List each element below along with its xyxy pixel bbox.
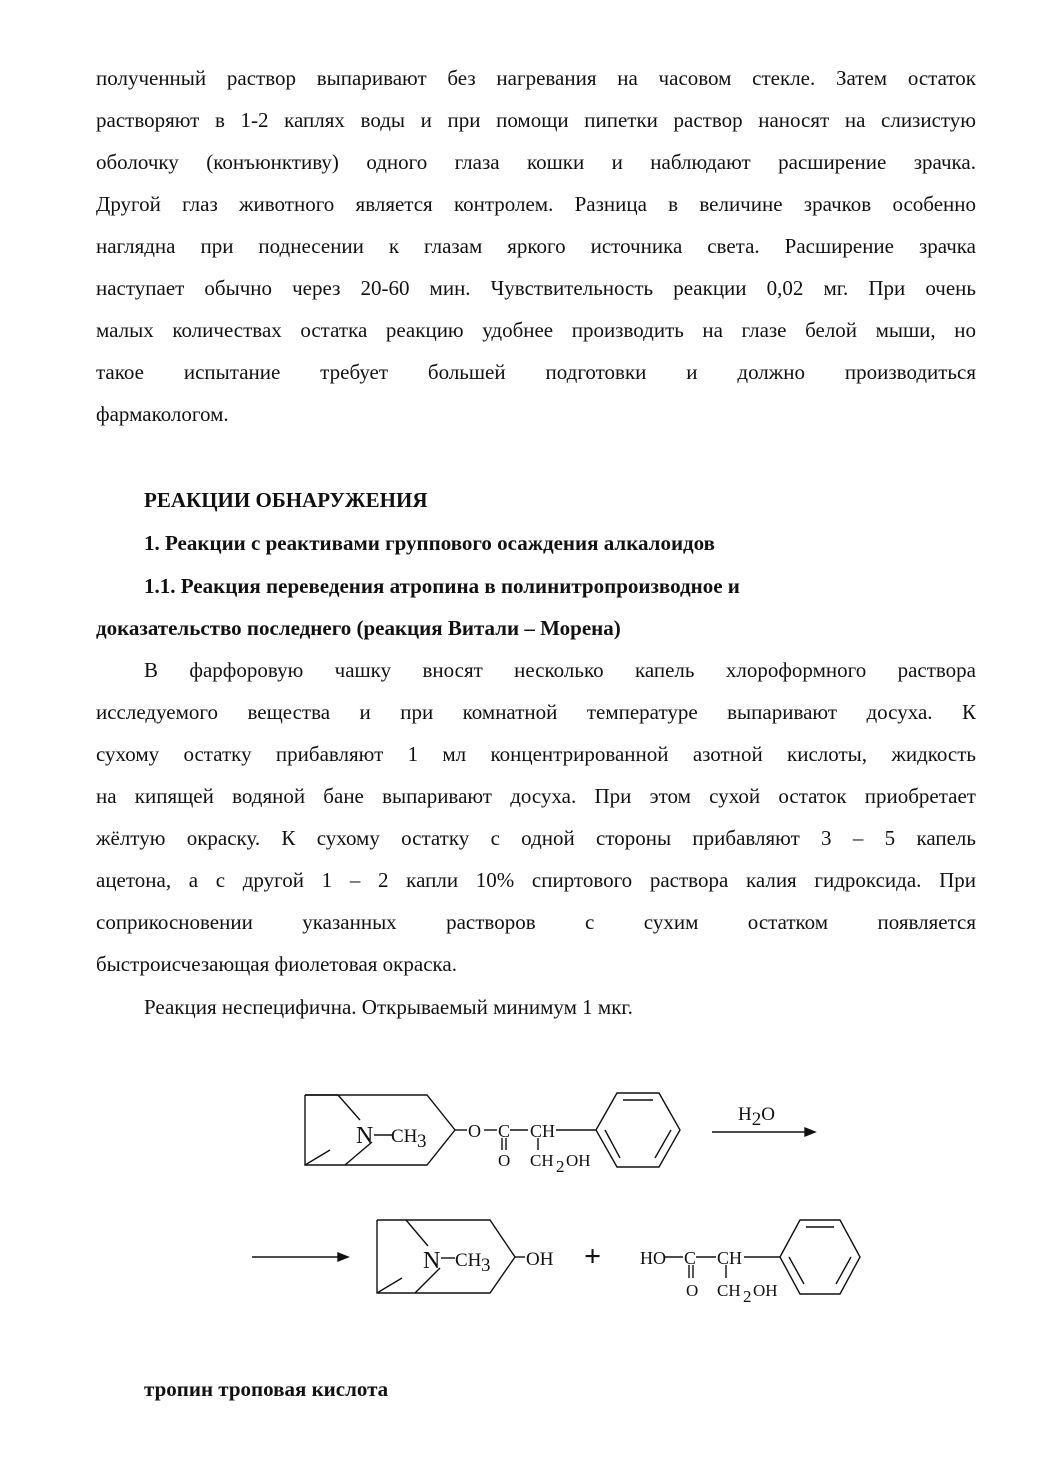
text-line: на кипящей водяной бане выпаривают досуха. При этом сухой остаток приобретает xyxy=(96,784,976,808)
subsubsection-heading-line1: 1.1. Реакция переведения атропина в полинитропроизводное и xyxy=(144,574,740,598)
subsubsection-heading-line2: доказательство последнего (реакция Витали – Морена) xyxy=(96,616,621,640)
subsection-heading: 1. Реакции с реактивами группового осаждения алкалоидов xyxy=(144,531,715,555)
text-line: фармакологом. xyxy=(96,402,229,426)
atropine-methyl-label: CH xyxy=(391,1126,418,1147)
hydrolysis-reaction-scheme xyxy=(0,1080,1039,1340)
benzene-ring-atropine xyxy=(596,1093,680,1167)
atropine-carbonyl-o-label: O xyxy=(498,1151,511,1170)
atropine-n-label: N xyxy=(356,1123,374,1149)
text-line: жёлтую окраску. К сухому остатку с одной стороны прибавляют 3 – 5 капель xyxy=(96,826,976,850)
text-line: Другой глаз животного является контролем. Разница в величине зрачков особенно xyxy=(96,192,976,216)
text-line: быстроисчезающая фиолетовая окраска. xyxy=(96,952,457,976)
atropine-tropane-ring xyxy=(305,1095,455,1165)
text-line: оболочку (конъюнктиву) одного глаза кошки и наблюдают расширение зрачка. xyxy=(96,150,976,174)
atropine-carbonyl-c-label: C xyxy=(498,1121,511,1141)
text-line: наступает обычно через 20-60 мин. Чувствительность реакции 0,02 мг. При очень xyxy=(96,276,976,300)
atropine-oh-label: OH xyxy=(566,1151,591,1170)
tropic-acid-ch2-label: CH xyxy=(717,1281,741,1300)
plus-sign: + xyxy=(584,1240,602,1273)
tropine-oh-label: OH xyxy=(526,1249,554,1270)
tropic-acid-ch2-subscript: 2 xyxy=(743,1287,752,1306)
tropine-tropane-ring xyxy=(377,1220,515,1293)
text-line: исследуемого вещества и при комнатной температуре выпаривают досуха. К xyxy=(96,700,976,724)
tropine-methyl-subscript: 3 xyxy=(481,1255,491,1276)
reagent-water-label: H2O xyxy=(738,1104,775,1130)
atropine-ch2-subscript: 2 xyxy=(556,1157,565,1176)
tropic-acid-ho-label: HO xyxy=(640,1248,666,1268)
atropine-ch2-label: CH xyxy=(530,1151,554,1170)
text-line: такое испытание требует большей подготовки и должно производиться xyxy=(96,360,976,384)
text-line: В фарфоровую чашку вносят несколько капель хлороформного раствора xyxy=(144,658,976,682)
tropic-acid-carbonyl-o-label: O xyxy=(686,1281,699,1300)
text-line: соприкосновении указанных растворов с сухим остатком появляется xyxy=(96,910,976,934)
tropic-acid-carbonyl-c-label: C xyxy=(684,1248,697,1268)
scheme-caption: тропин троповая кислота xyxy=(144,1377,389,1401)
atropine-methyl-subscript: 3 xyxy=(417,1131,427,1152)
text-line: полученный раствор выпаривают без нагревания на часовом стекле. Затем остаток xyxy=(96,66,976,90)
tropine-n-label: N xyxy=(423,1248,441,1274)
section-heading: РЕАКЦИИ ОБНАРУЖЕНИЯ xyxy=(144,488,428,512)
text-line: наглядна при поднесении к глазам яркого источника света. Расширение зрачка xyxy=(96,234,976,258)
tropine-methyl-label: CH xyxy=(455,1250,482,1271)
text-line: растворяют в 1-2 каплях воды и при помощи пипетки раствор наносят на слизистую xyxy=(96,108,976,132)
atropine-ch-label: CH xyxy=(530,1121,556,1141)
text-line: Реакция неспецифична. Открываемый минимум 1 мкг. xyxy=(144,995,633,1019)
tropic-acid-ch-label: CH xyxy=(717,1248,743,1268)
text-line: сухому остатку прибавляют 1 мл концентрированной азотной кислоты, жидкость xyxy=(96,742,976,766)
atropine-ester-o-label: O xyxy=(468,1121,481,1141)
tropic-acid-oh-label: OH xyxy=(753,1281,778,1300)
text-line: ацетона, а с другой 1 – 2 капли 10% спиртового раствора калия гидроксида. При xyxy=(96,868,976,892)
text-line: малых количествах остатка реакцию удобнее производить на глазе белой мыши, но xyxy=(96,318,976,342)
benzene-ring-tropic-acid xyxy=(780,1220,860,1294)
